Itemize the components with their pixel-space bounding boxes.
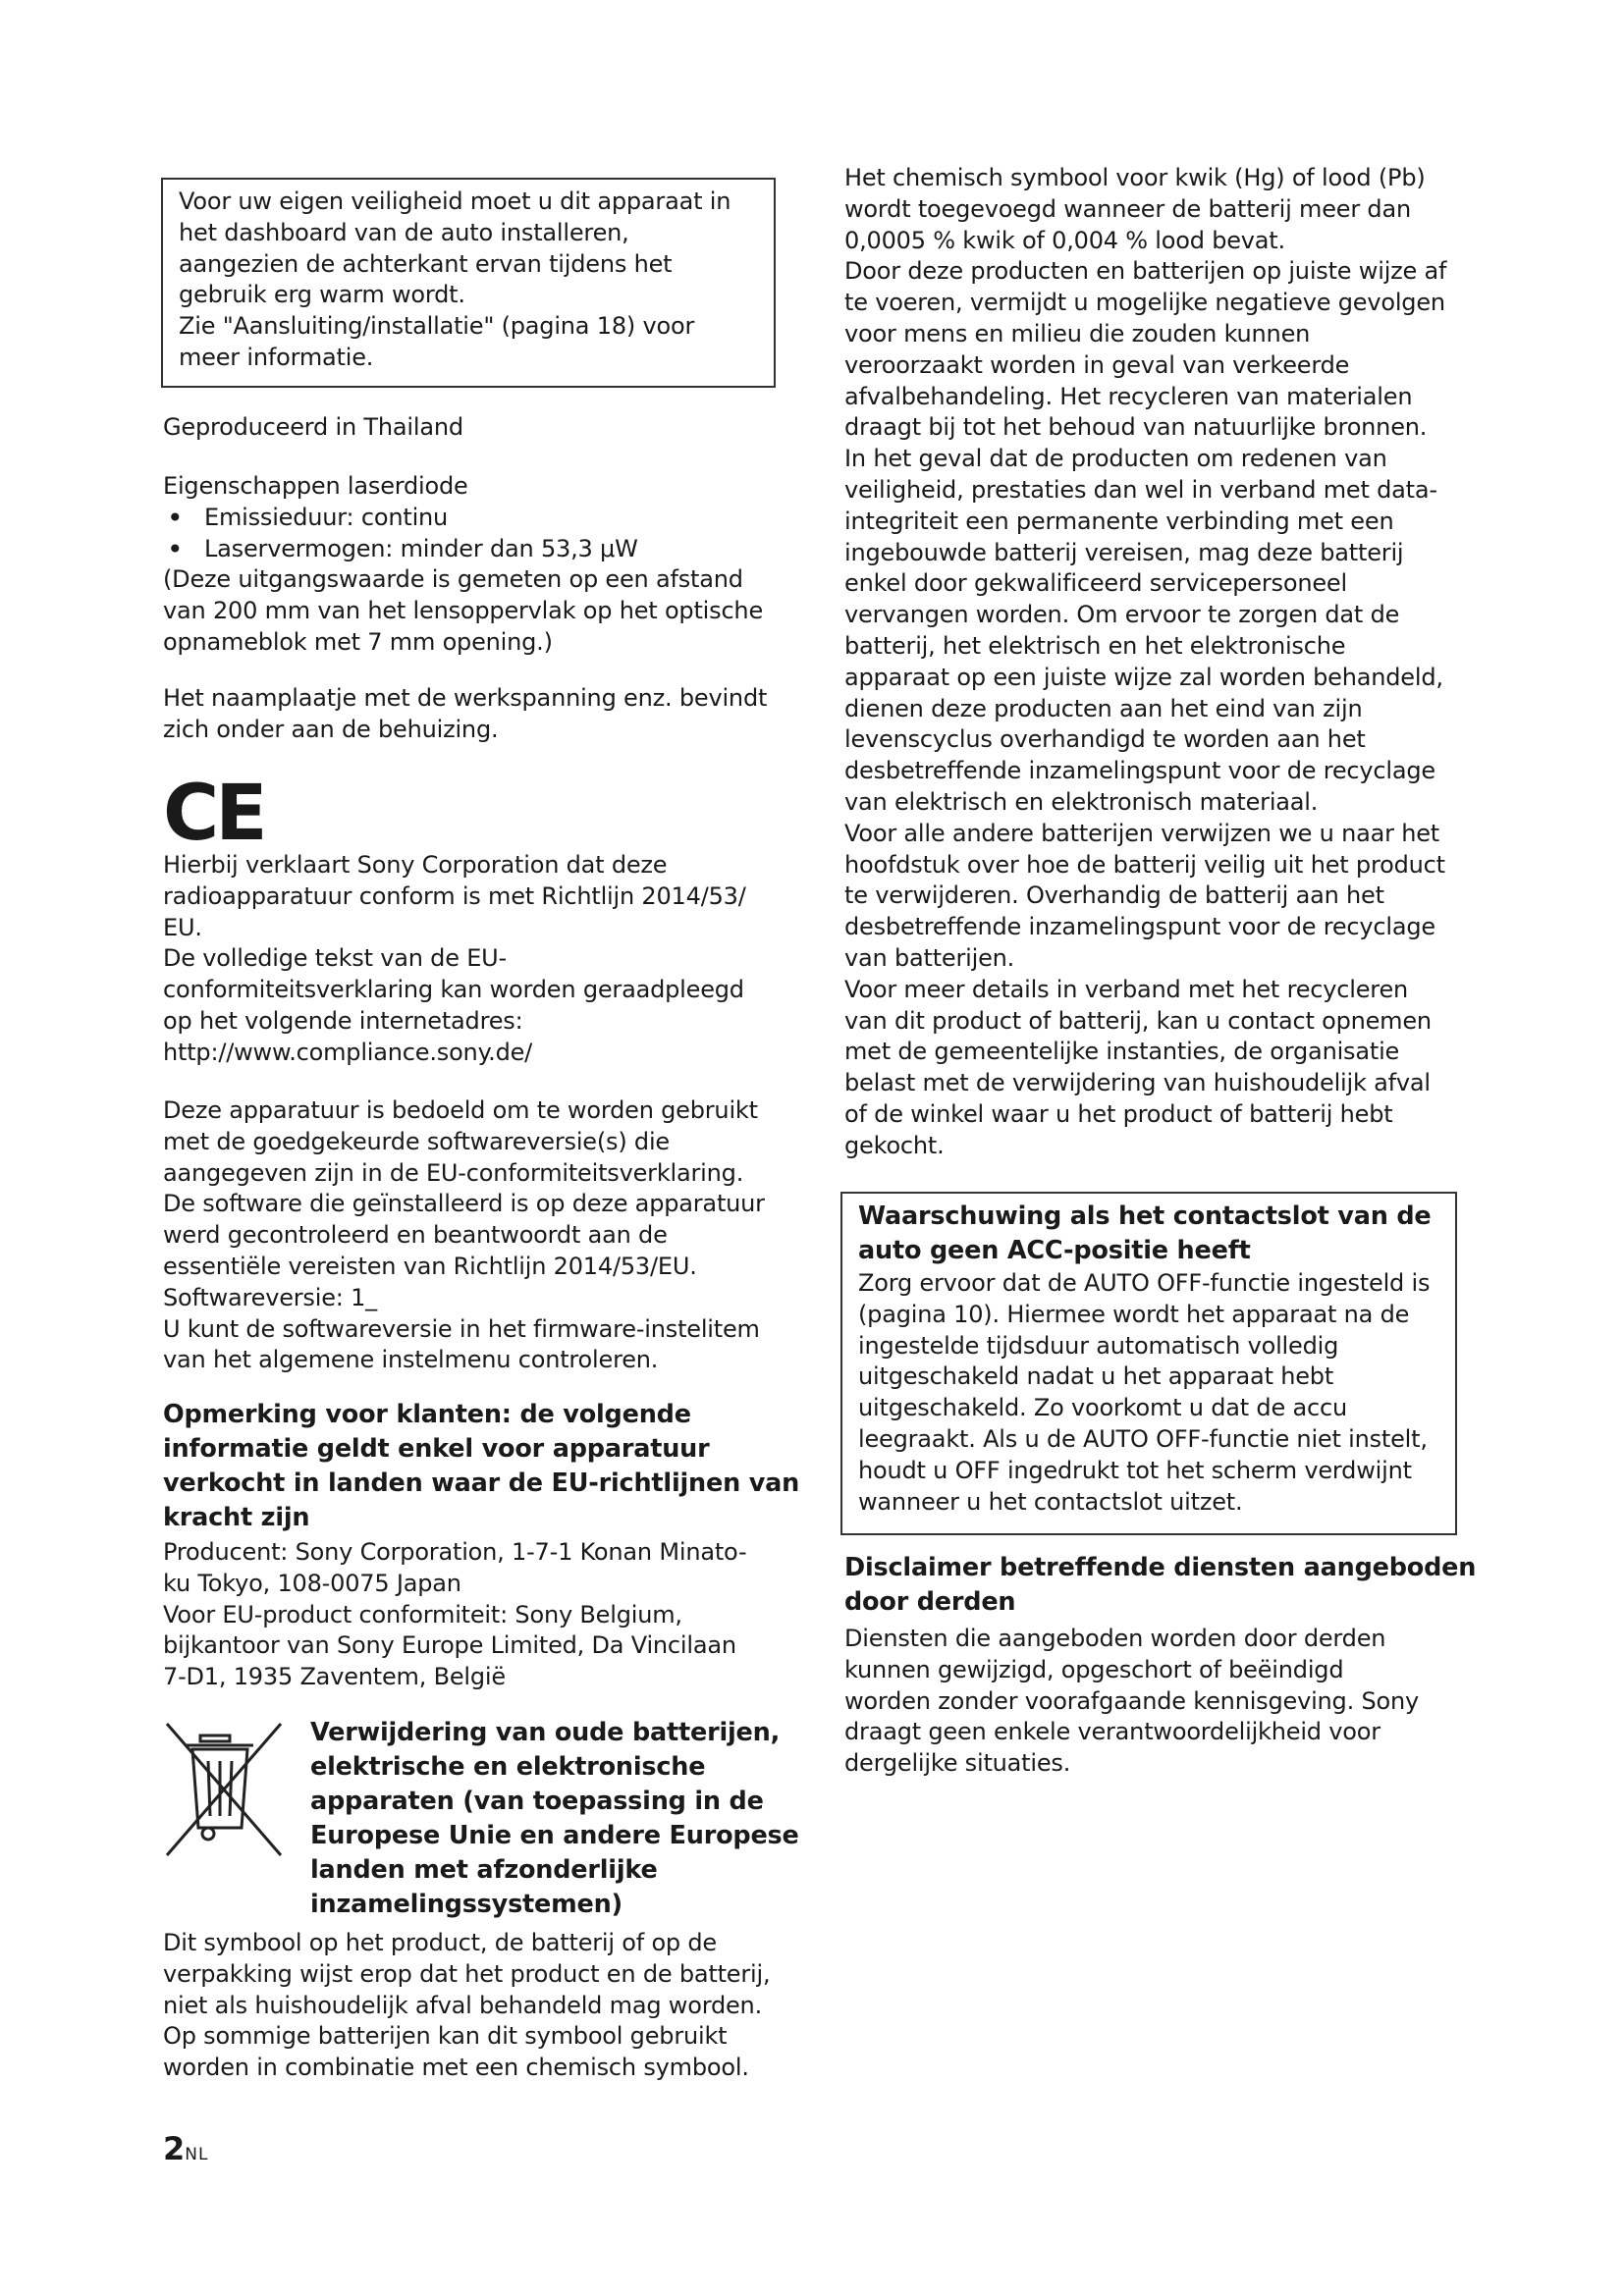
text-line: Op sommige batterijen kan dit symbool gebruikt: [163, 2022, 728, 2051]
text-line: informatie geldt enkel voor apparatuur: [163, 1434, 710, 1464]
customer-note-heading: [163, 1398, 799, 1535]
disclaimer-body: [844, 1624, 1419, 1780]
text-line: uitgeschakeld. Zo voorkomt u dat de accu: [858, 1394, 1347, 1422]
text-line: Hierbij verklaart Sony Corporation dat deze: [163, 851, 668, 879]
text-line: Het naamplaatje met de werkspanning enz. bevindt: [163, 684, 768, 712]
text-line: http://www.compliance.sony.de/: [163, 1038, 533, 1066]
text-line: apparaat op een juiste wijze zal worden behandeld,: [844, 663, 1443, 691]
text-line: Zorg ervoor dat de AUTO OFF-functie ingesteld is: [858, 1269, 1431, 1297]
disclaimer-heading: [844, 1551, 1476, 1620]
text-line: draagt geen enkele verantwoordelijkheid voor: [844, 1718, 1380, 1746]
text-line: verkocht in landen waar de EU-richtlijnen van: [163, 1468, 800, 1498]
disposal-heading: [310, 1716, 799, 1922]
text-line: levenscyclus overhandigd te worden aan het: [844, 725, 1366, 754]
warning-heading: [858, 1200, 1439, 1268]
text-line: te verwijderen. Overhandig de batterij aan het: [844, 881, 1384, 910]
text-line: belast met de verwijdering van huishoudelijk afval: [844, 1069, 1431, 1097]
text-line: met de gemeentelijke instanties, de organisatie: [844, 1038, 1400, 1066]
text-line: U kunt de softwareversie in het firmware-instelitem: [163, 1314, 760, 1343]
text-line: dergelijke situaties.: [844, 1749, 1071, 1778]
laser-note: [163, 564, 782, 658]
text-line: Opmerking voor klanten: de volgende: [163, 1400, 691, 1429]
text-line: (Deze uitgangswaarde is gemeten op een afstand: [163, 565, 743, 594]
text-line: worden in combinatie met een chemisch symbool.: [163, 2054, 749, 2082]
text-line: bijkantoor van Sony Europe Limited, Da Vincilaan: [163, 1631, 736, 1660]
text-line: houdt u OFF ingedrukt tot het scherm verdwijnt: [858, 1456, 1412, 1484]
text-line: of de winkel waar u het product of batterij hebt: [844, 1099, 1393, 1128]
text-line: In het geval dat de producten om redenen van: [844, 445, 1387, 473]
software-info: [163, 1095, 765, 1376]
text-line: Producent: Sony Corporation, 1-7-1 Konan Minato-: [163, 1538, 747, 1566]
text-line: afvalbehandeling. Het recycleren van materialen: [844, 382, 1413, 410]
text-line: ingestelde tijdsduur automatisch volledig: [858, 1331, 1339, 1360]
text-line: auto geen ACC-positie heeft: [858, 1236, 1251, 1265]
bullet-item: • Emissieduur: continu: [163, 503, 782, 534]
warning-body: [858, 1268, 1439, 1518]
text-line: hoofdstuk over hoe de batterij veilig uit het product: [844, 850, 1445, 879]
text-line: desbetreffende inzamelingspunt voor de recyclage: [844, 913, 1436, 941]
text-line: op het volgende internetadres:: [163, 1006, 523, 1035]
page-number: 2NL: [163, 2130, 209, 2167]
text-line: apparaten (van toepassing in de: [310, 1787, 764, 1816]
text-line: aangegeven zijn in de EU-conformiteitsverklaring.: [163, 1158, 744, 1187]
text-line: door derden: [844, 1587, 1016, 1617]
text-line: vervangen worden. Om ervoor te zorgen dat de: [844, 601, 1400, 629]
text-line: Verwijdering van oude batterijen,: [310, 1718, 781, 1747]
text-line: conformiteitsverklaring kan worden geraadpleegd: [163, 976, 744, 1004]
text-line: (pagina 10). Hiermee wordt het apparaat na de: [858, 1300, 1410, 1328]
text-line: integriteit een permanente verbinding met een: [844, 507, 1394, 535]
text-line: enkel door gekwalificeerd servicepersoneel: [844, 569, 1347, 598]
bullet-item: • Laservermogen: minder dan 53,3 μW: [163, 534, 782, 565]
text-line: inzamelingssystemen): [310, 1890, 623, 1919]
text-line: Door deze producten en batterijen op juiste wijze af: [844, 257, 1447, 286]
text-line: worden zonder voorafgaande kennisgeving. Sony: [844, 1686, 1419, 1715]
text-line: dienen deze producten aan het eind van zijn: [844, 694, 1363, 722]
text-line: voor mens en milieu die zouden kunnen: [844, 319, 1311, 347]
text-line: van 200 mm van het lensoppervlak op het optische: [163, 597, 764, 625]
text-line: kracht zijn: [163, 1503, 310, 1532]
laser-properties: [163, 471, 782, 659]
safety-notice-text: [179, 187, 758, 374]
text-line: landen met afzonderlijke: [310, 1855, 658, 1885]
text-line: uitgeschakeld nadat u het apparaat hebt: [858, 1362, 1334, 1391]
warning-box: [840, 1192, 1457, 1535]
text-line: De software die geïnstalleerd is op deze apparatuur: [163, 1190, 765, 1218]
text-line: Dit symbool op het product, de batterij of op de: [163, 1929, 717, 1956]
disposal-continued: [844, 163, 1446, 1162]
text-line: Europese Unie en andere Europese: [310, 1821, 799, 1850]
text-line: De volledige tekst van de EU-: [163, 944, 507, 973]
text-line: Diensten die aangeboden worden door derden: [844, 1625, 1386, 1652]
text-line: leegraakt. Als u de AUTO OFF-functie niet instelt,: [858, 1424, 1428, 1453]
laser-bullets: [163, 503, 782, 565]
text-line: van batterijen.: [844, 943, 1015, 972]
text-line: Het chemisch symbool voor kwik (Hg) of lood (Pb): [844, 164, 1426, 191]
crossed-out-wheelie-bin-icon: [161, 1722, 287, 1861]
text-line: wordt toegevoegd wanneer de batterij meer dan: [844, 194, 1411, 223]
text-line: met de goedgekeurde softwareversie(s) die: [163, 1127, 670, 1155]
text-line: desbetreffende inzamelingspunt voor de recyclage: [844, 757, 1436, 785]
text-line: gekocht.: [844, 1131, 945, 1159]
text-line: gebruik erg warm wordt.: [179, 281, 465, 309]
text-line: veroorzaakt worden in geval van verkeerde: [844, 350, 1350, 379]
produced-in: Geproduceerd in Thailand: [163, 413, 463, 441]
text-line: Voor meer details in verband met het recycleren: [844, 975, 1409, 1003]
disposal-body: [163, 1928, 770, 2084]
text-line: wanneer u het contactslot uitzet.: [858, 1487, 1243, 1516]
safety-notice-box: [161, 178, 776, 388]
text-line: van dit product of batterij, kan u contact opnemen: [844, 1006, 1432, 1035]
text-line: Deze apparatuur is bedoeld om te worden gebruikt: [163, 1096, 758, 1124]
text-line: Zie "Aansluiting/installatie" (pagina 18) voor: [179, 312, 695, 341]
text-line: ingebouwde batterij vereisen, mag deze batterij: [844, 538, 1404, 566]
text-line: radioapparatuur conform is met Richtlijn 2014/53/: [163, 881, 746, 910]
text-line: opnameblok met 7 mm opening.): [163, 627, 553, 656]
text-line: van elektrisch en elektronisch materiaal.: [844, 787, 1319, 816]
text-line: niet als huishoudelijk afval behandeld mag worden.: [163, 1991, 762, 2019]
text-line: 7-D1, 1935 Zaventem, België: [163, 1663, 506, 1691]
laser-heading: Eigenschappen laserdiode: [163, 472, 468, 500]
text-line: werd gecontroleerd en beantwoordt aan de: [163, 1221, 668, 1250]
text-line: Voor EU-product conformiteit: Sony Belgium,: [163, 1600, 682, 1629]
text-line: draagt bij tot het behoud van natuurlijke bronnen.: [844, 413, 1428, 442]
text-line: verpakking wijst erop dat het product en de batterij,: [163, 1959, 771, 1988]
conformity-declaration: [163, 850, 746, 1069]
text-line: kunnen gewijzigd, opgeschort of beëindigd: [844, 1655, 1344, 1683]
ce-mark: CE: [163, 770, 264, 858]
text-line: ku Tokyo, 108-0075 Japan: [163, 1569, 461, 1597]
customer-note-body: [163, 1537, 746, 1693]
text-line: elektrische en elektronische: [310, 1752, 706, 1782]
text-line: Softwareversie: 1_: [163, 1283, 377, 1311]
text-line: van het algemene instelmenu controleren.: [163, 1346, 659, 1374]
text-line: het dashboard van de auto installeren,: [179, 218, 629, 246]
nameplate-info: [163, 683, 767, 746]
text-line: EU.: [163, 913, 202, 941]
text-line: 0,0005 % kwik of 0,004 % lood bevat.: [844, 226, 1285, 254]
text-line: batterij, het elektrisch en het elektronische: [844, 631, 1346, 660]
text-line: te voeren, vermijdt u mogelijke negatieve gevolgen: [844, 289, 1445, 317]
text-line: veiligheid, prestaties dan wel in verband met data-: [844, 475, 1437, 504]
text-line: zich onder aan de behuizing.: [163, 715, 499, 743]
text-line: aangezien de achterkant ervan tijdens het: [179, 249, 673, 278]
text-line: Voor alle andere batterijen verwijzen we u naar het: [844, 819, 1440, 847]
text-line: Voor uw eigen veiligheid moet u dit apparaat in: [179, 187, 731, 215]
text-line: essentiële vereisten van Richtlijn 2014/53/EU.: [163, 1252, 697, 1280]
text-line: Disclaimer betreffende diensten aangeboden: [844, 1553, 1477, 1582]
text-line: meer informatie.: [179, 343, 374, 371]
text-line: Waarschuwing als het contactslot van de: [858, 1201, 1432, 1231]
